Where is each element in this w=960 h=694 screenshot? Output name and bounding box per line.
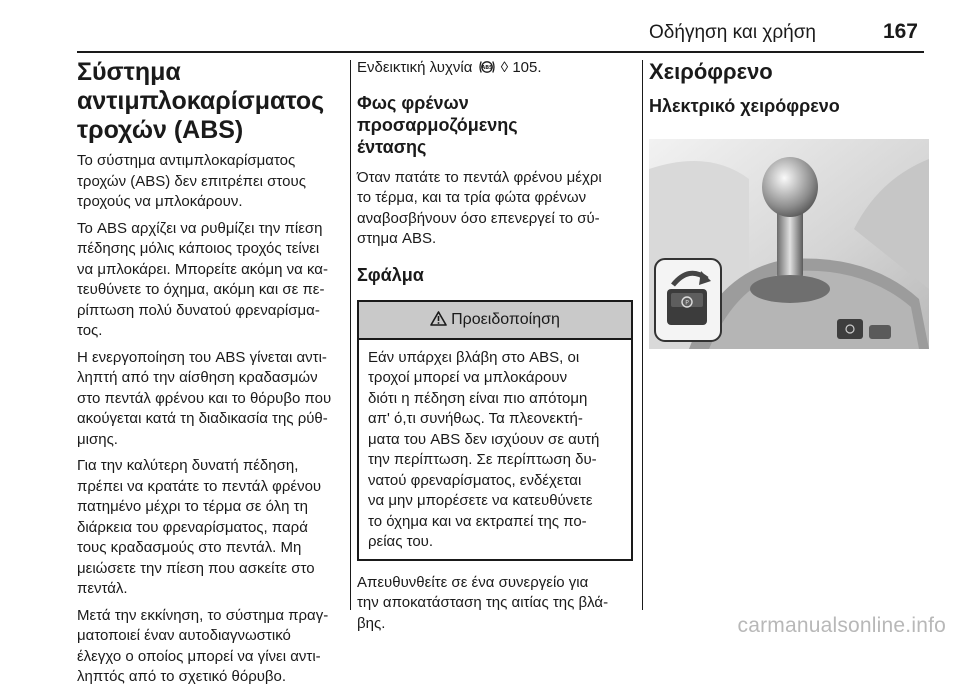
page-header [77, 18, 924, 54]
abs-paragraph-3: Η ενεργοποίηση του ABS γίνεται αντι- ληπτή από την αίσθηση κραδασμών στο πεντάλ φρένου και το θόρυβο που ακούγεται κατά τη διαδικασία της ρύθ- μισης. [77, 348, 332, 448]
parking-brake-heading: Χειρόφρενο [649, 59, 773, 84]
warning-title: Προειδοποίηση [451, 310, 560, 328]
watermark: carmanualsonline.info [737, 614, 946, 637]
column-brake-lights [357, 58, 633, 640]
warning-text: Εάν υπάρχει βλάβη στο ABS, οι τροχοί μπορεί να μπλοκάρουν διότι η πέδηση είναι πιο απότομη απ' ό,τι συνήθως. Τα πλεονεκτή- ματα του ABS δεν ισχύουν σε αυτή την περίπτωση. Σε περίπτωση δυ- νατού φρεναρίσματος, ενδέχεται να μην μπορέσετε να κατευθύνετε το όχημα και να εκτραπεί της πο- ρείας του. [368, 348, 600, 550]
warning-triangle-icon [430, 304, 447, 340]
service-text: Απευθυνθείτε σε ένα συνεργείο για την αποκατάσταση της αιτίας της βλά- βης. [357, 573, 609, 632]
parking-brake-illustration [649, 139, 929, 349]
page-reference-link[interactable]: 105. [512, 59, 542, 76]
header-rule [77, 51, 924, 53]
adaptive-brake-light-text: Όταν πατάτε το πεντάλ φρένου μέχρι το τέρμα, και τα τρία φώτα φρένων αναβοσβήνουν όσο επενεργεί το σύ- στημα ABS. [357, 168, 602, 247]
abs-heading: Σύστημα αντιμπλοκαρίσματος τροχών (ABS) [77, 58, 325, 144]
indicator-reference: Ενδεικτική λυχνία ABS ◊ 105. [357, 58, 633, 82]
abs-warning-lamp-icon [478, 59, 496, 82]
warning-box [357, 300, 633, 561]
cross-reference-icon: ◊ [500, 59, 509, 76]
warning-header [359, 302, 631, 340]
svg-text:ABS: ABS [480, 65, 493, 71]
column-abs [77, 58, 343, 694]
column-divider-right [642, 60, 643, 610]
abs-paragraph-1: Το σύστημα αντιμπλοκαρίσματος τροχών (ABS) δεν επιτρέπει στους τροχούς να μπλοκάρουν. [77, 152, 306, 210]
adaptive-brake-light-heading: Φως φρένων προσαρμοζόμενης έντασης [357, 92, 518, 157]
column-divider-left [350, 60, 351, 610]
abs-paragraph-5: Μετά την εκκίνηση, το σύστημα πραγ- ματοποιεί έναν αυτοδιαγνωστικό έλεγχο ο οποίος μπορεί να γίνει αντι- ληπτός από το σχετικό θόρυβο. [77, 606, 329, 685]
page-number: 167 [882, 20, 918, 43]
abs-paragraph-4: Για την καλύτερη δυνατή πέδηση, πρέπει να κρατάτε το πεντάλ φρένου πατημένο μέχρι το τέρμα σε όλη τη διάρκεια του φρεναρίσματος, παρά τους κραδασμούς στο πεντάλ. Μη μειώσετε την πίεση που ασκείτε στο πεντάλ. [77, 457, 322, 597]
column-parking-brake [649, 58, 929, 354]
fault-heading: Σφάλμα [357, 264, 424, 285]
abs-paragraph-2: Το ABS αρχίζει να ρυθμίζει την πίεση πέδησης μόλις κάποιος τροχός τείνει να μπλοκάρει. Μπορείτε ακόμη να κα- τευθύνετε το όχημα, ακόμη και σε πε- ρίπτωση πολύ δυνατού φρεναρίσμα- τος. [77, 219, 328, 339]
electric-parking-brake-subheading: Ηλεκτρικό χειρόφρενο [649, 96, 840, 116]
gear-knob [762, 157, 818, 217]
section-title: Οδήγηση και χρήση [649, 22, 816, 43]
svg-text:P: P [685, 299, 689, 307]
console-switch [837, 319, 863, 339]
